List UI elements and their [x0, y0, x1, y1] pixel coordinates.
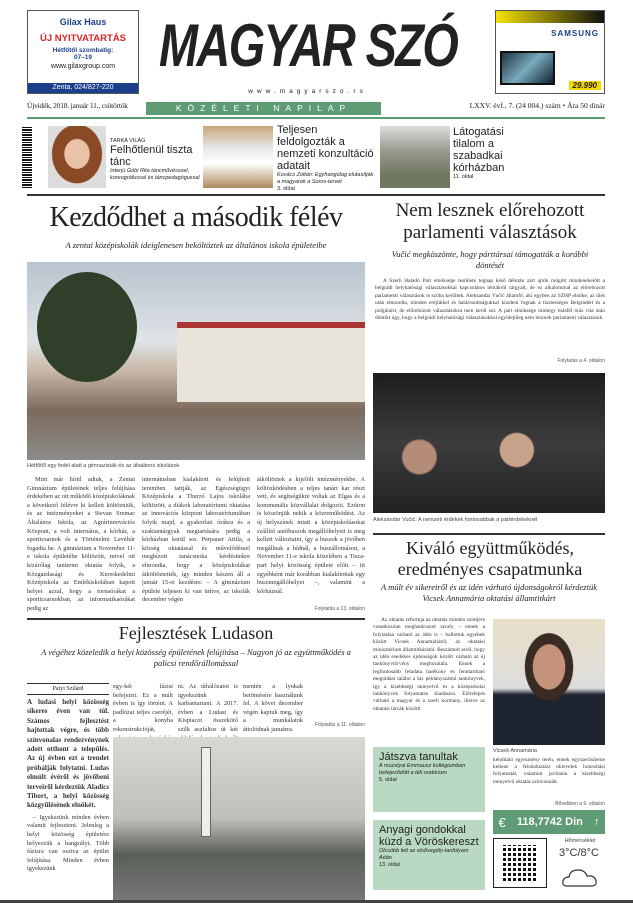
- ad-samsung-brand: SAMSUNG: [551, 29, 599, 38]
- politics-headline[interactable]: Nem lesznek előrehozott parlamenti választások: [395, 200, 585, 243]
- box-title: Játszva tanultak: [379, 751, 458, 763]
- teaser-sub: Kovács Zoltán: Egyhangúlag elutasítják a magyarok a Soros-tervet: [277, 172, 374, 185]
- ludas-lead-column: [27, 698, 109, 900]
- exchange-rate-bar: [493, 810, 605, 834]
- ad-gilax-hours: 07–19: [73, 54, 93, 61]
- politics-text: A Szerb Haladó Párt elnöksége testülete tegnap késő délután zárt ajtók mögött mindenekelőtt a belgrádi helyhatósági választásokkal kapcsolatos témákról tárgyalt, de ez alkalommal az előrehozott parlamenti választások is szóba kerültek. Aleksandar Vučić államfő, aki egyben az SZHP elnöke, az ülés után elmondta, minden erejükkel és határozottságukkal küzdeni fognak a tisztességes Belgrádért és a polgárairt, de előrehozott választásokra nem kerül sor. A párt elnöksége mintegy másfél órás vita után döntött úgy, hogy a belgrádi helyhatósági választásokkal egyidejűleg nem lesznek parlamenti választások.: [375, 278, 605, 322]
- date: Újvidék, 2018. január 11., csütörtök: [27, 101, 128, 110]
- teaser-title: Látogatási tilalom a szabadkai kórházban: [453, 126, 505, 174]
- divider: [27, 117, 605, 119]
- tagline: KÖZÉLETI NAPILAP: [146, 102, 381, 115]
- ludas-col-3: mentén a lyukak betömésére használunk fel. A követ december végén kaptuk meg, így a munkálatok áttolódnak januárra.: [243, 683, 303, 733]
- ludas-col-2: ni. Az úthálózatot is igyekszünk karbantartani. A 2017. évben a Ludast és Kispiacot összekötő szilk aszfaltos út két: [178, 683, 238, 733]
- education-photo-vicsek[interactable]: [493, 619, 605, 745]
- website[interactable]: www.magyarszo.rs: [248, 88, 367, 95]
- masthead: [108, 6, 508, 86]
- teaser-2[interactable]: [277, 124, 377, 192]
- lead-headline[interactable]: Kezdődhet a második félév: [49, 202, 343, 233]
- exchange-rate: 118,7742 Din: [516, 816, 583, 828]
- box-page: 13. oldal: [379, 862, 400, 868]
- teaser-page: 11. oldal: [453, 174, 474, 180]
- arrow-up-icon: ↑: [593, 816, 600, 828]
- barcode: [22, 126, 32, 188]
- qr-code[interactable]: [493, 838, 547, 888]
- education-continued[interactable]: Bővebben a 9. oldalon: [555, 801, 605, 807]
- qr-pattern: [503, 845, 537, 881]
- education-headline[interactable]: Kiváló együttműködés, eredményes csapatmunka: [397, 538, 583, 579]
- box-sub: Olcsóbb lett az elsősegély-tanfolyam Adán: [379, 848, 469, 861]
- ad-samsung[interactable]: [495, 10, 605, 94]
- church-tower: [201, 747, 211, 837]
- politics-subhead: Vučić megköszönte, hogy párttársai támogatták a korábbi döntését: [391, 249, 589, 270]
- ad-gilax-hours-label: Hétfőtől szombatig:: [52, 47, 114, 54]
- building: [177, 322, 365, 402]
- ludas-photo-church[interactable]: [113, 737, 365, 900]
- ludas-byline: Patyi Szilárd: [27, 683, 109, 695]
- issue-info: LXXV. évf., 7. (24 004.) szám • Ára 50 dinár: [469, 101, 605, 110]
- tree: [37, 272, 137, 382]
- teaser-title: Teljesen feldolgozták a nemzeti konzultáció adatait: [277, 124, 374, 172]
- teaser-title: Felhőtlenül tiszta tánc: [110, 144, 193, 168]
- lead-continued[interactable]: Folytatás a 13. oldalon: [314, 606, 365, 612]
- box-sub: A muzslyai Emmausz kollégiumban befejeződött a téli oratórium: [379, 763, 466, 776]
- divider: [27, 194, 605, 196]
- lead-col-3: átköltöztek a kijelölt intézményekbe. A költözködésben a teljes tanári kar részt vett, és segítségükre voltak az Elgas és a kommunális közvállalat dolgozói. Ezúton is köszönjük nekik a közreműködést. Az új helyszínek miatt a középiskolásokat szállító autóbuszok megállóhelyeit is meg kellett változtatni, így a buszok a jövőben megállnak a hídnál, a buszállomáson, a November 11-e iskola közelében a Tisza-part helyi közösség épülete előtt – itt egyébként már korábban kialakítottak egy buszmegállóhelyet –, valamint a kórháznál.: [257, 476, 365, 595]
- box-jatszva[interactable]: [373, 747, 485, 812]
- cloud-icon: [561, 866, 599, 888]
- ludas-intro: – Igyekszünk minden évben valamit fejleszteni. Jelenleg a helyi közösség épületére helyezzük a hangsúlyt. Több fázisra van osztva az épület felújítása. Minden évben igyekszünk: [27, 813, 109, 873]
- ad-samsung-price: 29.990: [569, 81, 601, 90]
- lead-col-2: internátusban kialakított és felújított teremben tartják, az Egészségügyi Középiskola a Thurzó Lajos iskolába költözött, a diákok laboratóriumi oktatása az innovációs központ laboratóriumában folyik majd, a gyakorlati órákra és a szaktantárgyak megtartására pedig a kórházban kerül sor. Perpauer Attila, a község oktatással és művelődéssel megbízott tanácsnoka kérdésünkre elmondta, hogy a középiskolákat átköltöztették, így minden készen áll a január 15-ei kezdésre. – A gimnázium épülete teljesen ki van ürítve, az iskolák december végén: [142, 476, 250, 604]
- ludas-lead: A ludasi helyi közösség sikeres éven van túl. Számos fejlesztést hajtottak végre, és több színvonalas rendezvénynek adott otthont a település. Az új évben ezt a trendet próbálják folytatni. Ludas elmúlt évéről és jövőbeni terveiről kérdeztük Aladics Tibort, a helyi közösség közgyűlésének elnökét.: [27, 698, 109, 810]
- ludas-headline[interactable]: Fejlesztések Ludason: [118, 623, 274, 643]
- weather-temp: 3°C/8°C: [559, 847, 599, 859]
- teaser-photo-dancer[interactable]: [48, 126, 106, 188]
- teaser-page: 3. oldal: [277, 186, 295, 192]
- teaser-photo-boxes[interactable]: [203, 126, 273, 188]
- teaser-photo-hospital[interactable]: [380, 126, 450, 188]
- divider: [373, 533, 605, 535]
- box-page: 5. oldal: [379, 777, 397, 783]
- ludas-col-1: egy-két fázist befejezni. Ez a múlt évben is így történt. A padlózat teljes cseréjét, a konyha rekonstrukcióját,: [113, 683, 173, 733]
- box-title: Anyagi gondokkal küzd a Vöröskereszt: [379, 824, 479, 848]
- lead-subhead: A zentai középiskolák ideiglenesen beköltöztek az általános iskola épületeibe: [65, 240, 327, 250]
- ad-gilax-brand: Gilax Haus: [59, 17, 107, 27]
- education-subhead: A múlt év sikereiről és az idén várható újdonságokról kérdeztük Vicsek Annamária oktatási államtitkárt: [380, 582, 597, 603]
- ad-gilax-url: www.gilaxgroup.com: [50, 63, 116, 70]
- lead-caption: Hétfőtől egy fedél alatt a gimnazisták és az általános iskolások: [27, 463, 180, 469]
- weather-label: Hőmérséklet: [564, 838, 596, 844]
- ludas-continued[interactable]: Folytatás a 11. oldalon: [315, 722, 365, 728]
- ad-samsung-banner: [496, 11, 604, 23]
- education-text-2: kétoldalú egyezmény terén, ennek egyszerűsítenie kellene a felsőoktatási oklevelek honosítási folyamatát, valamint javítania a kisebbségi tannyelvű oktatás színvonalát.: [493, 757, 605, 785]
- euro-icon: €: [498, 814, 506, 830]
- teaser-kicker: TARKA VILÁG: [110, 138, 146, 144]
- ad-gilax-title: ÚJ NYITVATARTÁS: [39, 33, 127, 44]
- lead-col-1: Mint már hírül adtuk, a Zentai Gimnázium épületének teljes felújítása érdekében az ott működő középiskoláknak a következő félévre ki kellett költözniük, és az intézményeket a Stevan Sremac Általános Iskola, az Agrárinnovációs Központ, a volt internátus, a kórház, a sporticsarnok és a Történelmi Levéltár fogadta be. A gimnázium a November 11-e iskola épületébe költözött, mivel ott kizárólag tantermi oktatás folyik, a Közgazdasági és Kereskedelmi Középiskola az Emlékiskolában kapott helyet azzal, hogy a tornaórákat a sporticsarnokban, az informatikaórákat pedig az: [27, 476, 135, 612]
- education-text: Az oktatás reformja az oktatás minden szintjére vonatkozóan meghatározott tavaly – ennek a folytatása várható az idén is – hallottuk egyebek között Vicsek Annamáriától, az oktatási minisztérium államtitkárától. Beszámolt arról, hogy az idén esedékes újdonságok között várható az új tankönyvtörvény meghozatala. Ennek a legfontosabb feladata hatékony és fenntartható megoldást találni a kis példányszámú tankönyvek, így a kisebbségi tannyelvű és a középiskolai tankönyvek folyamatos kiadására. Előrelépés várható a magyar és a szerb kormány, illetve az oktatási tárcák közötti: [373, 617, 485, 712]
- politics-continued[interactable]: Folytatás a 4. oldalon: [557, 358, 605, 364]
- teaser-3[interactable]: [453, 126, 533, 180]
- teaser-sub: Interjú Góbi Rita táncművésszel, koreográfussal és táncpedagógussal: [110, 168, 200, 181]
- tv-image: [500, 51, 555, 85]
- divider: [27, 618, 365, 620]
- education-caption: Vicsek Annamária: [493, 748, 537, 754]
- ludas-subhead: A végéhez közeledik a helyi közösség épületének felújítása – Nagyon jó az együttműködés a palicsi rendőrállomással: [41, 647, 351, 668]
- teaser-1[interactable]: [110, 138, 202, 182]
- politics-photo-vucic[interactable]: [373, 373, 605, 513]
- ad-gilax-phone: Zenta, 024/827-220: [28, 83, 138, 93]
- lead-photo-school[interactable]: [27, 262, 365, 460]
- masthead-logo: MAGYAR SZÓ: [158, 12, 458, 79]
- politics-caption: Aleksandar Vučić: A nemzeti érdekek fontosabbak a pártérdekeknél: [373, 517, 538, 523]
- box-voroskereszt[interactable]: [373, 820, 485, 890]
